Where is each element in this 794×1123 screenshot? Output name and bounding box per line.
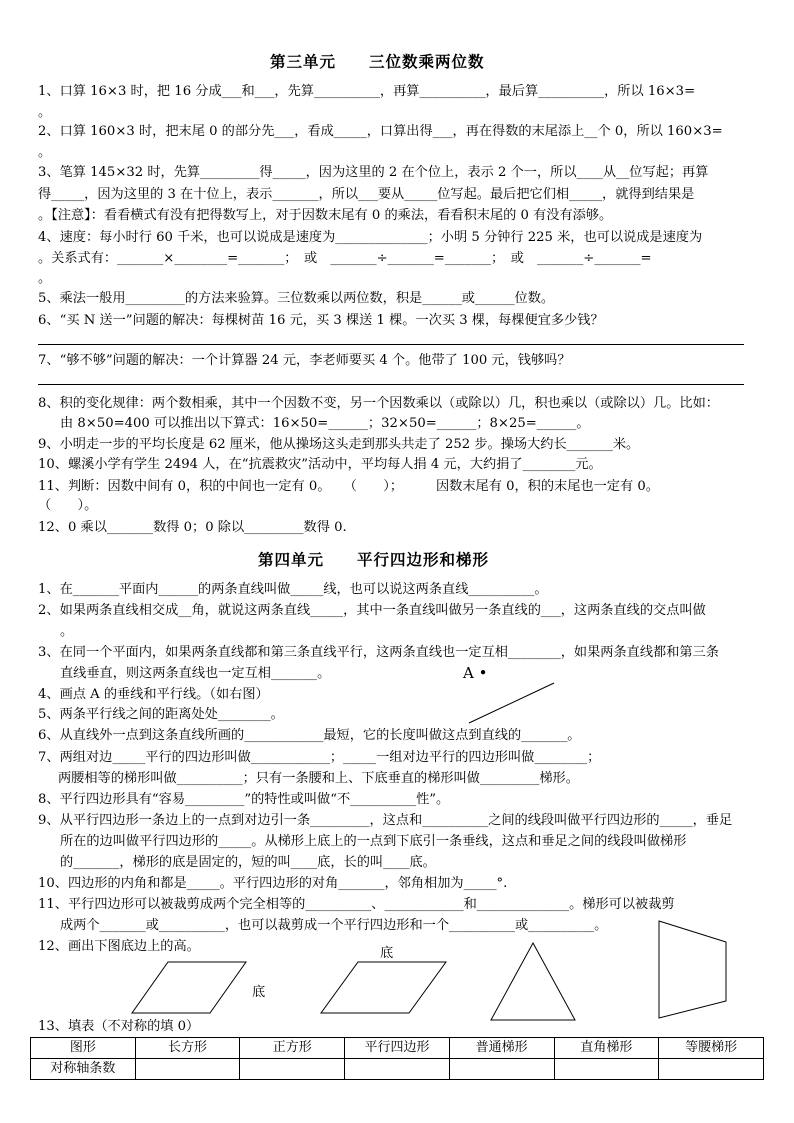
unit4-q12: 12、画出下图底边上的高。 [38,939,200,954]
unit4-q3-line2: 直线垂直，则这两条直线也一定互相_______。 [60,666,331,681]
unit4-q10: 10、四边形的内角和都是_____。平行四边形的对角_______，邻角相加为_____°. [38,876,508,891]
unit4-q5: 5、两条平行线之间的距离处处________。 [38,707,284,722]
unit4-q3-line1: 3、在同一个平面内，如果两条直线都和第三条直线平行，这两条直线也一定互相________，如果两条直线都和第三条 [38,645,719,660]
table-answer-cell[interactable] [554,1059,659,1080]
unit3-q4-line1: 4、速度：每小时行 60 千米，也可以说成是速度为______________；小明 5 分钟行 225 米，也可以说成是速度为 [38,230,703,245]
table-answer-cell[interactable] [449,1059,554,1080]
symmetry-table [30,1037,764,1080]
unit3-q11-line2: （ ）。 [38,498,98,513]
unit4-q6: 6、从直线外一点到这条直线所画的____________最短，它的长度叫做这点到直线的_______。 [38,728,581,743]
parallelogram-figure-2 [321,962,446,1013]
unit3-q6: 6、“买 N 送一”问题的解决：每棵树苗 16 元，买 3 棵送 1 棵。一次买 3 棵，每棵便宜多少钱？ [38,313,604,328]
table-header-cell: 等腰梯形 [659,1038,764,1059]
table-answer-cell[interactable] [345,1059,450,1080]
unit3-q5: 5、乘法一般用_________的方法来验算。三位数乘以两位数，积是______或______位数。 [38,291,555,306]
table-answer-cell[interactable] [659,1059,764,1080]
table-header-row [31,1038,764,1059]
unit3-q3-line1: 3、笔算 145×32 时，先算_________得_____，因为这里的 2 在个位上，表示 2 个一，所以____从__位写起；再算 [38,165,709,180]
table-row-label: 对称轴条数 [31,1059,136,1080]
table-header-cell: 正方形 [240,1038,345,1059]
unit4-title: 第四单元 平行四边形和梯形 [258,550,490,569]
unit4-q4: 4、画点 A 的垂线和平行线。（如右图） [38,687,269,702]
parallelogram-base-label: 底 [252,985,266,1000]
unit3-q2-line1: 2、口算 160×3 时，把末尾 0 的部分先___，看成_____，口算出得___，再在得数的末尾添上__个 0，所以 160×3= [38,124,723,139]
trapezoid-figure [659,921,726,1018]
table-header-cell: 平行四边形 [345,1038,450,1059]
point-a-label: A • [463,664,488,682]
unit4-q1: 1、在_______平面内______的两条直线叫做_____线，也可以说这两条直线__________。 [38,582,548,597]
unit4-q7-line1: 7、两组对边_____平行的四边形叫做____________；_____一组对边平行的四边形叫做________； [38,750,601,765]
unit4-q2-line2: 。 [60,624,74,639]
unit4-q8: 8、平行四边形具有“容易_________”的特性或叫做“不__________性”。 [38,792,450,807]
unit4-q11-line2: 成两个_______或__________，也可以裁剪成一个平行四边形和一个__________或__________。 [60,918,608,933]
unit3-q8-line2: 由 8×50=400 可以推出以下算式：16×50=______；32×50=______；8×25=______。 [60,416,590,431]
unit3-q1-line1: 1、口算 16×3 时，把 16 分成___和___，先算__________，再算__________，最后算__________，所以 16×3= [38,84,696,99]
unit3-q11-line1: 11、判断：因数中间有 0，积的中间也一定有 0。 （ ）； 因数末尾有 0，积的末尾也一定有 0。 [38,479,659,494]
unit3-title: 第三单元 三位数乘两位数 [270,52,485,71]
parallelogram2-base-label: 底 [380,946,394,961]
triangle-figure [491,943,575,1020]
table-header-cell: 长方形 [135,1038,240,1059]
unit4-q9-line1: 9、从平行四边形一条边上的一点到对边引一条_________，这点和__________之间的线段叫做平行四边形的_____，垂足 [38,813,733,828]
unit3-q4-line2: 。关系式有：_______×________=_______； 或 _______÷_______=_______； 或 _______÷_______= [38,251,652,266]
table-answer-cell[interactable] [240,1059,345,1080]
unit3-q3-line3: 。【注意】：看看横式有没有把得数写上，对于因数末尾有 0 的乘法，看看积末尾的 0 有没有添够。 [38,208,613,223]
unit4-q9-line2: 所在的边叫做平行四边形的_____。从梯形上底上的一点到下底引一条垂线，这点和垂足之间的线段叫做梯形 [60,834,687,849]
table-answer-cell[interactable] [135,1059,240,1080]
unit3-q3-line2: 得_____，因为这里的 3 在十位上，表示_______，所以___要从_____位写起。最后把它们相_____，就得到结果是 [38,187,695,202]
table-row [31,1059,764,1080]
table-header-cell: 图形 [31,1038,136,1059]
table-header-cell: 普通梯形 [449,1038,554,1059]
unit3-q1-line2: 。 [38,105,52,120]
unit4-q13: 13、填表（不对称的填 0） [38,1019,200,1034]
unit3-q9: 9、小明走一步的平均长度是 62 厘米，他从操场这头走到那头共走了 252 步。操场大约长_______米。 [38,437,640,452]
unit4-q7-line2: 两腰相等的梯形叫做__________；只有一条腰和上、下底垂直的梯形叫做_________梯形。 [58,771,579,786]
unit3-q2-line2: 。 [38,145,52,160]
unit3-q8-line1: 8、积的变化规律：两个数相乘，其中一个因数不变，另一个因数乘以（或除以）几，积也乘以（或除以）几。比如： [38,396,719,411]
unit4-q11-line1: 11、平行四边形可以被裁剪成两个完全相等的__________、____________和______________。梯形可以被裁剪 [38,897,675,912]
unit3-q4-line3: 。 [38,271,52,286]
parallelogram-figure-1 [132,962,246,1013]
unit3-q7: 7、“够不够”问题的解决：一个计算器 24 元，李老师要买 4 个。他带了 100 元，钱够吗？ [38,353,571,368]
unit4-q2-line1: 2、如果两条直线相交成__角，就说这两条直线_____，其中一条直线叫做另一条直线的___，这两条直线的交点叫做 [38,603,706,618]
unit3-q12: 12、0 乘以_______数得 0；0 除以_________数得 0. [38,520,347,535]
unit3-q10: 10、螺溪小学有学生 2494 人，在“抗震救灾”活动中，平均每人捐 4 元，大约捐了________元。 [38,457,602,472]
unit4-q9-line3: 的_______，梯形的底是固定的，短的叫____底，长的叫____底。 [60,855,436,870]
table-header-cell: 直角梯形 [554,1038,659,1059]
line-segment-figure [469,683,554,723]
